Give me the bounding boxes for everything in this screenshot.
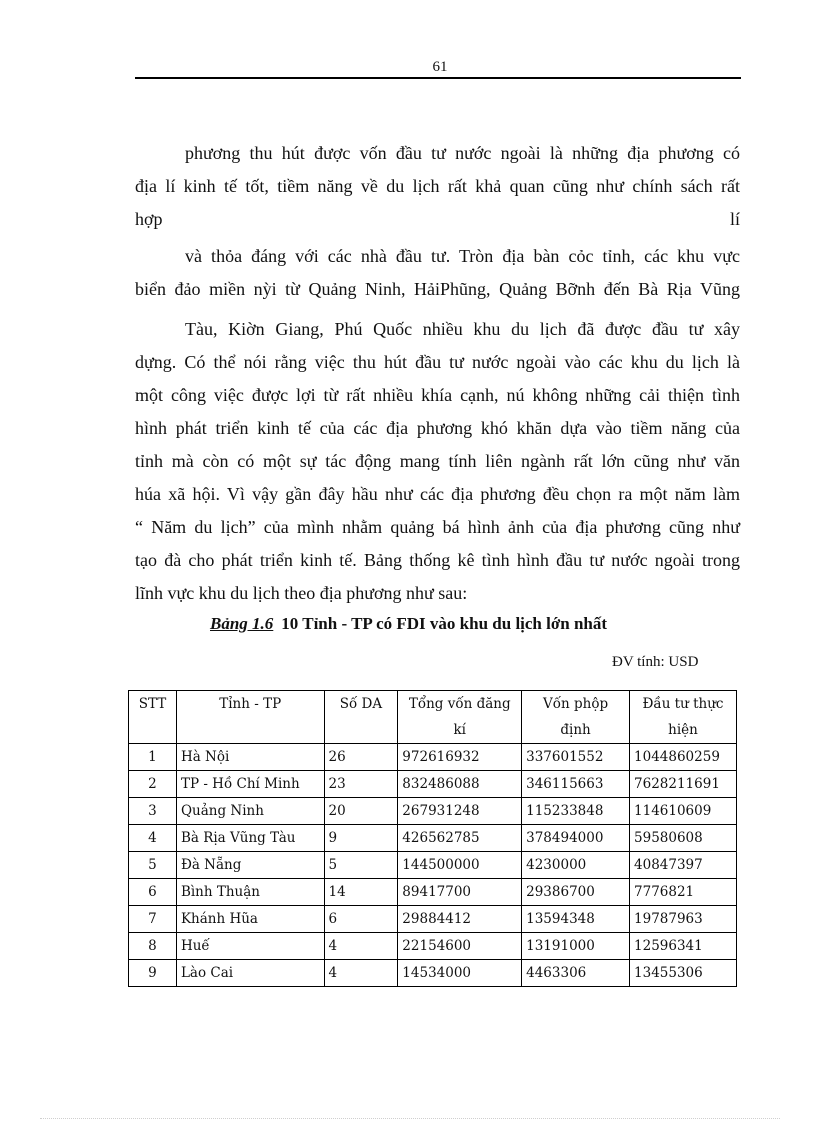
cell-approved: 29386700 — [522, 879, 630, 906]
fdi-table — [128, 690, 737, 987]
cell-realized: 19787963 — [630, 906, 737, 933]
cell-province: Lào Cai — [176, 960, 324, 987]
cell-stt: 1 — [129, 744, 177, 771]
header-projects: Số DA — [324, 691, 398, 744]
cell-approved: 378494000 — [522, 825, 630, 852]
cell-approved: 337601552 — [522, 744, 630, 771]
table-row — [129, 825, 737, 852]
table-row — [129, 879, 737, 906]
cell-registered: 22154600 — [398, 933, 522, 960]
header-province: Tỉnh - TP — [176, 691, 324, 744]
text-line: húa xã hội. Vì vậy gần đây hầu như các địa phương đều chọn ra một năm làm — [135, 484, 740, 504]
cell-registered: 832486088 — [398, 771, 522, 798]
cell-approved: 115233848 — [522, 798, 630, 825]
header-approved-line1: Vốn phộp — [543, 696, 609, 712]
table-row — [129, 744, 737, 771]
cell-projects: 23 — [324, 771, 398, 798]
text-line: Tàu, Kiờn Giang, Phú Quốc nhiều khu du lịch đã được đầu tư xây — [185, 319, 740, 339]
header-registered-line1: Tổng vốn đăng — [408, 696, 511, 712]
cell-projects: 6 — [324, 906, 398, 933]
table-header-row — [129, 691, 737, 744]
cell-registered: 14534000 — [398, 960, 522, 987]
cell-province: Huế — [176, 933, 324, 960]
cell-province: Quảng Ninh — [176, 798, 324, 825]
header-approved — [522, 691, 630, 744]
table-caption-title: 10 Tỉnh - TP có FDI vào khu du lịch lớn nhất — [281, 614, 608, 633]
cell-province: Hà Nội — [176, 744, 324, 771]
text-line-split — [135, 203, 740, 236]
table-body — [129, 744, 737, 987]
cell-registered: 144500000 — [398, 852, 522, 879]
table-caption — [210, 614, 607, 634]
text-line: địa lí kinh tế tốt, tiềm năng về du lịch rất khả quan cũng như chính sách rất — [135, 176, 740, 196]
text-fragment: lí — [729, 209, 740, 229]
cell-approved: 4463306 — [522, 960, 630, 987]
cell-stt: 8 — [129, 933, 177, 960]
text-line: tỉnh mà còn có một sự tác động mang tính liên ngành rất lớn cũng như văn — [135, 451, 740, 471]
cell-projects: 4 — [324, 960, 398, 987]
paragraph-1 — [135, 137, 740, 236]
cell-registered: 972616932 — [398, 744, 522, 771]
cell-realized: 7776821 — [630, 879, 737, 906]
table-row — [129, 852, 737, 879]
unit-note: ĐV tính: USD — [612, 654, 699, 670]
cell-realized: 114610609 — [630, 798, 737, 825]
text-line: dựng. Có thể nói rằng việc thu hút đầu tư nước ngoài vào các khu du lịch là — [135, 352, 740, 372]
text-line: hình phát triển kinh tế của các địa phương khó khăn dựa vào tiềm năng của — [135, 418, 740, 438]
header-registered-line2: kí — [453, 722, 466, 738]
text-line: lĩnh vực khu du lịch theo địa phương như sau: — [135, 583, 468, 603]
table-row — [129, 798, 737, 825]
cell-realized: 13455306 — [630, 960, 737, 987]
cell-stt: 7 — [129, 906, 177, 933]
text-fragment: hợp — [135, 209, 163, 229]
paragraph-2 — [135, 240, 740, 306]
cell-stt: 3 — [129, 798, 177, 825]
page-number: 61 — [432, 59, 448, 75]
cell-registered: 89417700 — [398, 879, 522, 906]
header-stt: STT — [129, 691, 177, 744]
cell-stt: 6 — [129, 879, 177, 906]
cell-projects: 4 — [324, 933, 398, 960]
cell-projects: 5 — [324, 852, 398, 879]
cell-approved: 13594348 — [522, 906, 630, 933]
cell-registered: 29884412 — [398, 906, 522, 933]
cell-registered: 267931248 — [398, 798, 522, 825]
cell-approved: 4230000 — [522, 852, 630, 879]
cell-stt: 4 — [129, 825, 177, 852]
text-line: một công việc được lợi từ rất nhiều khía cạnh, nú không những cải thiện tình — [135, 385, 740, 405]
text-line: phương thu hút được vốn đầu tư nước ngoài là những địa phương có — [185, 143, 740, 163]
table-row — [129, 771, 737, 798]
table-row — [129, 933, 737, 960]
header-rule — [135, 77, 741, 79]
cell-registered: 426562785 — [398, 825, 522, 852]
paragraph-3 — [135, 313, 740, 610]
cell-stt: 9 — [129, 960, 177, 987]
cell-province: Khánh Hũa — [176, 906, 324, 933]
cell-realized: 40847397 — [630, 852, 737, 879]
page-bottom-border — [40, 1118, 780, 1119]
header-realized-line2: hiện — [668, 722, 698, 738]
cell-province: TP - Hồ Chí Minh — [176, 771, 324, 798]
text-line: biển đảo miền nỳi từ Quảng Ninh, HảiPhũng, Quảng Bỡnh đến Bà Rịa Vũng — [135, 279, 740, 299]
table-row — [129, 960, 737, 987]
cell-projects: 20 — [324, 798, 398, 825]
cell-province: Đà Nẵng — [176, 852, 324, 879]
cell-projects: 14 — [324, 879, 398, 906]
table-caption-label: Bảng 1.6 — [210, 614, 274, 633]
cell-realized: 12596341 — [630, 933, 737, 960]
cell-projects: 9 — [324, 825, 398, 852]
cell-approved: 346115663 — [522, 771, 630, 798]
cell-realized: 59580608 — [630, 825, 737, 852]
text-line: “ Năm du lịch” của mình nhằm quảng bá hình ảnh của địa phương cũng như — [135, 517, 740, 537]
cell-projects: 26 — [324, 744, 398, 771]
header-approved-line2: định — [560, 722, 591, 738]
cell-approved: 13191000 — [522, 933, 630, 960]
cell-stt: 2 — [129, 771, 177, 798]
header-realized-line1: Đầu tư thực — [642, 696, 724, 712]
cell-stt: 5 — [129, 852, 177, 879]
header-realized — [630, 691, 737, 744]
cell-realized: 1044860259 — [630, 744, 737, 771]
cell-province: Bà Rịa Vũng Tàu — [176, 825, 324, 852]
cell-province: Bình Thuận — [176, 879, 324, 906]
header-registered — [398, 691, 522, 744]
table-row — [129, 906, 737, 933]
text-line: và thỏa đáng với các nhà đầu tư. Tròn địa bàn cỏc tỉnh, các khu vực — [185, 246, 740, 266]
cell-realized: 7628211691 — [630, 771, 737, 798]
text-line: tạo đà cho phát triển kinh tế. Bảng thống kê tình hình đầu tư nước ngoài trong — [135, 550, 740, 570]
